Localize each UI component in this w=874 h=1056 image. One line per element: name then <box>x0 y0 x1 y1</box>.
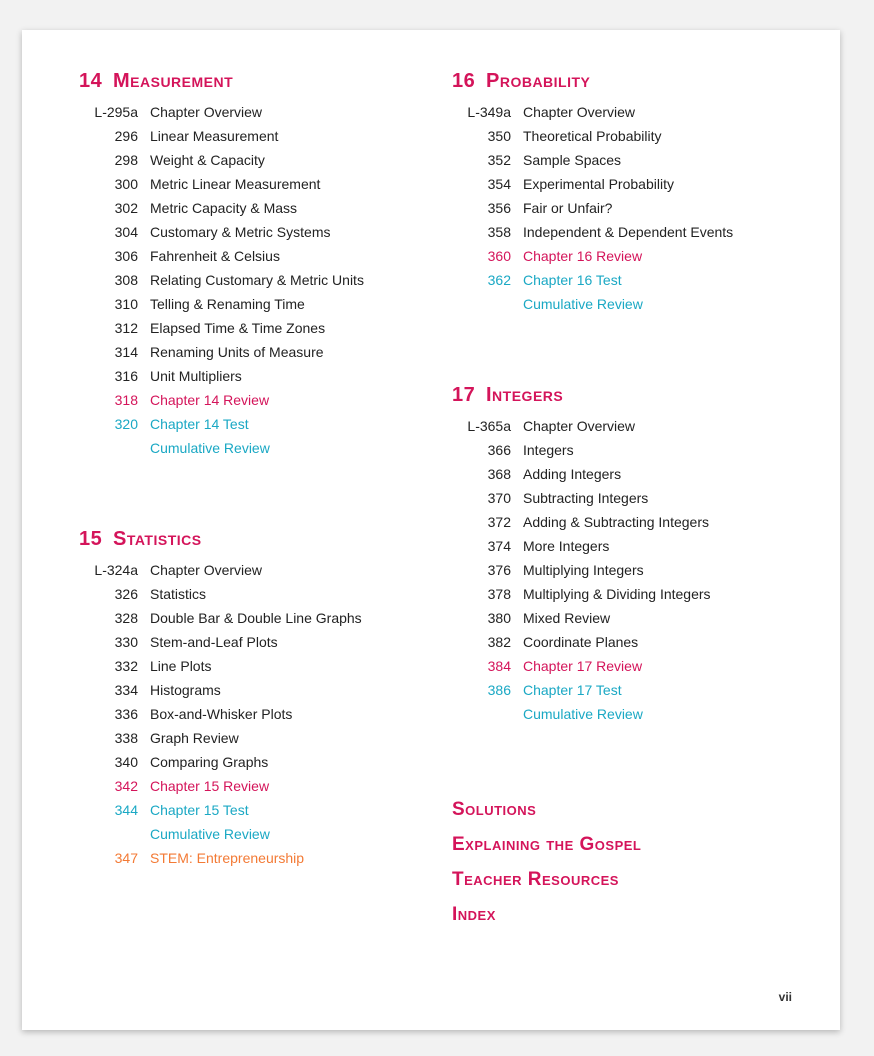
toc-entry[interactable] <box>79 750 362 774</box>
entry-page-number: L-324a <box>94 562 138 578</box>
toc-entry[interactable] <box>79 244 364 268</box>
entry-page-number: 310 <box>114 296 138 312</box>
toc-entry[interactable] <box>79 268 364 292</box>
chapter-entries <box>79 100 364 460</box>
chapter-title: Measurement <box>113 70 234 92</box>
entry-title: Sample Spaces <box>523 152 622 168</box>
chapter-entries <box>79 558 362 870</box>
entry-page-number: 320 <box>114 416 138 432</box>
entry-page-number: 384 <box>487 658 511 674</box>
toc-entry[interactable] <box>452 438 711 462</box>
entry-page-number: 302 <box>114 200 138 216</box>
entry-title: Chapter 15 Test <box>150 802 249 818</box>
entry-title: Chapter Overview <box>523 418 636 434</box>
toc-entry[interactable] <box>79 678 362 702</box>
entry-title: Multiplying & Dividing Integers <box>523 586 711 602</box>
entry-title: Cumulative Review <box>150 440 270 456</box>
backmatter-list <box>452 792 641 932</box>
entry-title: STEM: Entrepreneurship <box>150 850 305 866</box>
entry-page-number: 344 <box>114 802 138 818</box>
entry-page-number: 326 <box>114 586 138 602</box>
toc-entry[interactable] <box>79 196 364 220</box>
entry-title: Metric Capacity & Mass <box>150 200 298 216</box>
entry-title: Unit Multipliers <box>150 368 242 384</box>
entry-page-number: 318 <box>114 392 138 408</box>
toc-entry[interactable] <box>452 606 711 630</box>
entry-title: Linear Measurement <box>150 128 279 144</box>
toc-entry[interactable] <box>79 148 364 172</box>
toc-entry[interactable] <box>79 726 362 750</box>
entry-page-number: 314 <box>114 344 138 360</box>
entry-page-number: 316 <box>114 368 138 384</box>
toc-entry[interactable] <box>452 534 711 558</box>
entry-title: Theoretical Probability <box>523 128 662 144</box>
entry-page-number: 372 <box>487 514 511 530</box>
entry-title: Customary & Metric Systems <box>150 224 331 240</box>
entry-page-number: 376 <box>487 562 511 578</box>
entry-title: Multiplying Integers <box>523 562 644 578</box>
toc-entry[interactable] <box>452 220 733 244</box>
entry-page-number: 334 <box>114 682 138 698</box>
chapter-title: Statistics <box>113 528 202 550</box>
entry-page-number: 342 <box>114 778 138 794</box>
entry-page-number: 308 <box>114 272 138 288</box>
entry-page-number: L-365a <box>467 418 511 434</box>
toc-entry[interactable] <box>79 582 362 606</box>
page-number: vii <box>778 990 792 1004</box>
toc-entry[interactable] <box>79 316 364 340</box>
entry-title: Cumulative Review <box>523 706 643 722</box>
entry-page-number: 360 <box>487 248 511 264</box>
backmatter-solutions[interactable]: Solutions <box>452 799 537 820</box>
entry-page-number <box>79 822 150 846</box>
entry-page-number: 356 <box>487 200 511 216</box>
entry-title: Mixed Review <box>523 610 611 626</box>
entry-page-number: 362 <box>487 272 511 288</box>
entry-page-number: 382 <box>487 634 511 650</box>
toc-entry[interactable] <box>452 678 711 702</box>
toc-entry[interactable] <box>452 558 711 582</box>
entry-page-number: L-295a <box>94 104 138 120</box>
entry-page-number: 347 <box>114 850 138 866</box>
entry-title: Adding & Subtracting Integers <box>523 514 710 530</box>
toc-entry[interactable] <box>79 630 362 654</box>
entry-page-number: 352 <box>487 152 511 168</box>
entry-page-number: 312 <box>114 320 138 336</box>
entry-page-number <box>452 292 523 316</box>
toc-entry[interactable] <box>79 654 362 678</box>
chapter-16 <box>452 70 733 316</box>
toc-entry[interactable] <box>452 654 711 678</box>
entry-title: Box-and-Whisker Plots <box>150 706 293 722</box>
entry-page-number: 358 <box>487 224 511 240</box>
entry-title: Chapter 16 Review <box>523 248 643 264</box>
entry-title: Line Plots <box>150 658 212 674</box>
entry-title: Adding Integers <box>523 466 622 482</box>
entry-page-number: 304 <box>114 224 138 240</box>
toc-entry[interactable] <box>452 100 733 124</box>
toc-entry[interactable] <box>79 100 364 124</box>
entry-title: Chapter 17 Review <box>523 658 643 674</box>
entry-title: Chapter 15 Review <box>150 778 270 794</box>
entry-page-number: 340 <box>114 754 138 770</box>
toc-entry[interactable] <box>79 124 364 148</box>
backmatter-index[interactable]: Index <box>452 904 496 925</box>
entry-title: Chapter 17 Test <box>523 682 622 698</box>
entry-title: More Integers <box>523 538 610 554</box>
chapter-entries <box>452 100 733 316</box>
toc-entry[interactable] <box>452 630 711 654</box>
entry-title: Telling & Renaming Time <box>150 296 305 312</box>
entry-title: Statistics <box>150 586 207 602</box>
toc-entry[interactable] <box>452 292 733 316</box>
entry-page-number: 354 <box>487 176 511 192</box>
entry-page-number: 328 <box>114 610 138 626</box>
toc-entry[interactable] <box>79 846 362 870</box>
chapter-number: 14 <box>79 70 103 92</box>
entry-title: Integers <box>523 442 574 458</box>
toc-page <box>22 30 840 1030</box>
entry-title: Chapter Overview <box>150 104 263 120</box>
entry-page-number <box>452 702 523 726</box>
toc-entry[interactable] <box>79 388 364 412</box>
entry-title: Stem-and-Leaf Plots <box>150 634 278 650</box>
entry-page-number: 380 <box>487 610 511 626</box>
entry-title: Fahrenheit & Celsius <box>150 248 280 264</box>
chapter-number: 16 <box>452 70 476 92</box>
toc-entry[interactable] <box>452 414 711 438</box>
entry-title: Experimental Probability <box>523 176 674 192</box>
toc-entry[interactable] <box>79 412 364 436</box>
entry-page-number <box>79 436 150 460</box>
entry-page-number: 300 <box>114 176 138 192</box>
entry-page-number: 306 <box>114 248 138 264</box>
toc-entry[interactable] <box>452 486 711 510</box>
entry-title: Renaming Units of Measure <box>150 344 324 360</box>
entry-page-number: 370 <box>487 490 511 506</box>
entry-page-number: 332 <box>114 658 138 674</box>
toc-entry[interactable] <box>452 462 711 486</box>
toc-entry[interactable] <box>79 172 364 196</box>
chapter-entries <box>452 414 711 726</box>
backmatter-teacher-resources[interactable]: Teacher Resources <box>452 869 619 890</box>
entry-title: Cumulative Review <box>523 296 643 312</box>
entry-title: Chapter Overview <box>150 562 263 578</box>
entry-title: Independent & Dependent Events <box>523 224 734 240</box>
chapter-14 <box>79 70 364 460</box>
chapter-heading <box>452 70 733 98</box>
toc-entry[interactable] <box>79 340 364 364</box>
entry-title: Fair or Unfair? <box>523 200 613 216</box>
toc-entry[interactable] <box>452 582 711 606</box>
chapter-title: Integers <box>486 384 564 406</box>
entry-page-number: 298 <box>114 152 138 168</box>
entry-title: Elapsed Time & Time Zones <box>150 320 326 336</box>
toc-entry[interactable] <box>79 822 362 846</box>
entry-title: Chapter 16 Test <box>523 272 622 288</box>
entry-page-number: 350 <box>487 128 511 144</box>
entry-title: Graph Review <box>150 730 239 746</box>
toc-entry[interactable] <box>79 798 362 822</box>
entry-title: Relating Customary & Metric Units <box>150 272 364 288</box>
entry-page-number: 330 <box>114 634 138 650</box>
entry-page-number: 374 <box>487 538 511 554</box>
toc-entry[interactable] <box>452 196 733 220</box>
entry-title: Histograms <box>150 682 221 698</box>
toc-entry[interactable] <box>452 172 733 196</box>
entry-page-number: 386 <box>487 682 511 698</box>
toc-entry[interactable] <box>452 124 733 148</box>
toc-entry[interactable] <box>452 510 711 534</box>
toc-entry[interactable] <box>79 220 364 244</box>
entry-page-number: 336 <box>114 706 138 722</box>
entry-page-number: 296 <box>114 128 138 144</box>
toc-entry[interactable] <box>79 606 362 630</box>
toc-entry[interactable] <box>452 702 711 726</box>
chapter-number: 17 <box>452 384 476 406</box>
toc-entry[interactable] <box>452 148 733 172</box>
toc-entry[interactable] <box>79 702 362 726</box>
toc-entry[interactable] <box>452 244 733 268</box>
entry-page-number: 366 <box>487 442 511 458</box>
toc-entry[interactable] <box>79 436 364 460</box>
entry-title: Metric Linear Measurement <box>150 176 321 192</box>
toc-entry[interactable] <box>79 558 362 582</box>
toc-entry[interactable] <box>79 364 364 388</box>
entry-title: Weight & Capacity <box>150 152 265 168</box>
toc-entry[interactable] <box>79 774 362 798</box>
backmatter-explaining-the-gospel[interactable]: Explaining the Gospel <box>452 834 642 855</box>
chapter-heading <box>79 70 364 98</box>
chapter-title: Probability <box>486 70 591 92</box>
entry-title: Comparing Graphs <box>150 754 269 770</box>
entry-page-number: 378 <box>487 586 511 602</box>
chapter-heading <box>452 384 711 412</box>
toc-entry[interactable] <box>79 292 364 316</box>
entry-page-number: 368 <box>487 466 511 482</box>
entry-title: Chapter 14 Test <box>150 416 249 432</box>
entry-page-number: L-349a <box>467 104 511 120</box>
entry-title: Chapter Overview <box>523 104 636 120</box>
entry-page-number: 338 <box>114 730 138 746</box>
entry-title: Cumulative Review <box>150 826 270 842</box>
entry-title: Chapter 14 Review <box>150 392 270 408</box>
chapter-number: 15 <box>79 528 103 550</box>
chapter-15 <box>79 528 362 870</box>
entry-title: Subtracting Integers <box>523 490 649 506</box>
entry-title: Double Bar & Double Line Graphs <box>150 610 362 626</box>
entry-title: Coordinate Planes <box>523 634 639 650</box>
chapter-heading <box>79 528 362 556</box>
chapter-17 <box>452 384 711 726</box>
toc-entry[interactable] <box>452 268 733 292</box>
